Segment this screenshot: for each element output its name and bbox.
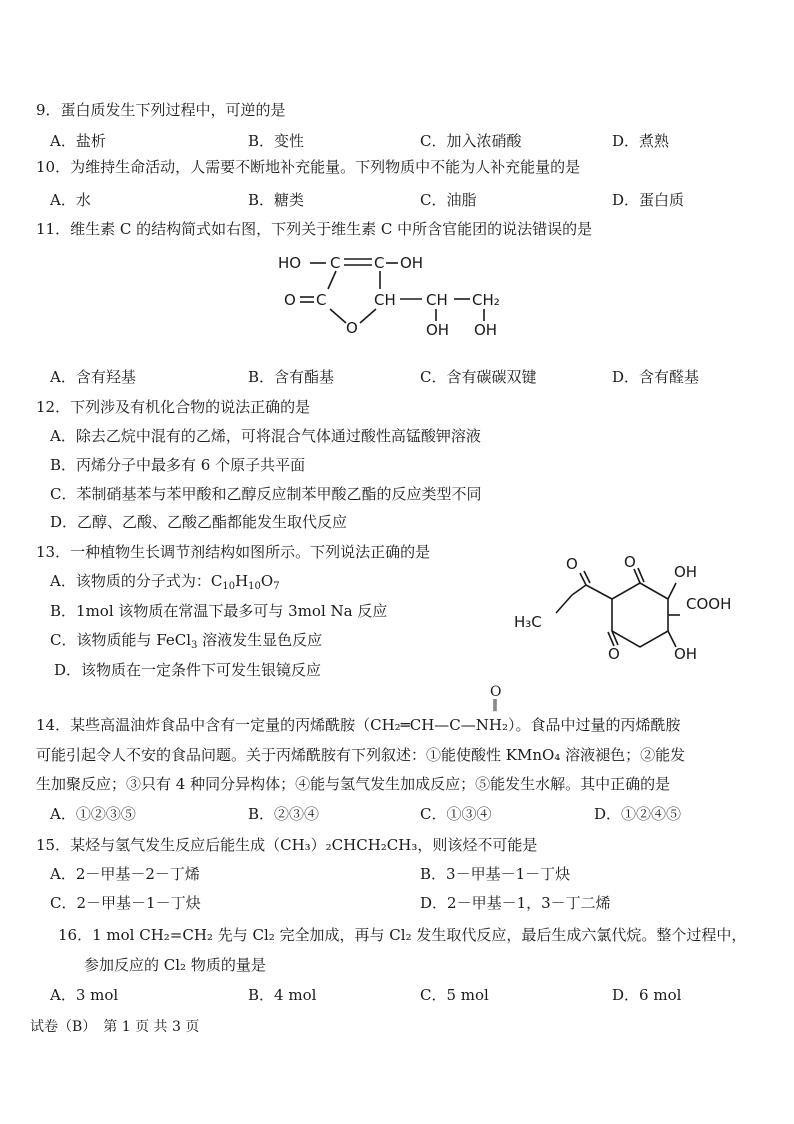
question-16-stem-line1: 16．1 mol CH₂=CH₂ 先与 Cl₂ 完全加成，再与 Cl₂ 发生取代反应，最后生成六氯代烷。整个过程中， <box>58 926 747 944</box>
label-oh-bottom: OH <box>674 645 698 663</box>
question-14-stem-line1: 14．某些高温油炸食品中含有一定量的丙烯酰胺（CH₂═CH—C—NH₂）。食品中过量的丙烯酰胺 <box>36 716 681 734</box>
label-cooh: COOH <box>686 595 732 613</box>
question-number: 13． <box>36 543 71 561</box>
q15-option-d: D．2－甲基－1，3－丁二烯 <box>420 894 611 912</box>
question-14-stem-line2: 可能引起令人不安的食品问题。关于丙烯酰胺有下列叙述：①能使酸性 KMnO₄ 溶液褪色；②能发 <box>36 746 686 764</box>
q11-option-a: A．含有羟基 <box>50 368 136 386</box>
vitamin-c-structure <box>270 245 530 345</box>
question-number: 10． <box>36 158 71 176</box>
q10-option-a: A．水 <box>50 191 91 209</box>
question-text: 某烃与氢气发生反应后能生成（CH₃）₂CHCH₂CH₃，则该烃不可能是 <box>70 836 538 854</box>
label-h3c: H₃C <box>514 613 542 631</box>
q16-option-b: B．4 mol <box>248 986 317 1004</box>
question-13-stem <box>36 541 430 562</box>
q9-option-d: D．煮熟 <box>612 132 670 150</box>
label-ho: HO <box>278 254 302 272</box>
label-c3: C <box>316 291 327 309</box>
question-text: 蛋白质发生下列过程中，可逆的是 <box>60 101 286 119</box>
question-10-stem <box>36 156 580 177</box>
label-o-carbonyl: O <box>284 291 296 309</box>
q13-option-c: C．该物质能与 FeCl$_3$ 溶液发生显色反应 <box>50 631 323 651</box>
label-ch2: CH <box>426 291 448 309</box>
q11-option-b: B．含有酯基 <box>248 368 335 386</box>
question-number: 14． <box>36 716 71 734</box>
question-text: 一种植物生长调节剂结构如图所示。下列说法正确的是 <box>70 543 431 561</box>
q12-option-c: C．苯制硝基苯与苯甲酸和乙醇反应制苯甲酸乙酯的反应类型不同 <box>50 485 482 503</box>
question-number: 15． <box>36 836 71 854</box>
label-ch2-end: CH₂ <box>472 291 500 309</box>
label-o-ketone: O <box>566 555 578 573</box>
question-number: 16． <box>58 926 93 944</box>
label-oh3: OH <box>474 321 498 339</box>
q16-option-d: D．6 mol <box>612 986 682 1004</box>
question-16-stem-line2: 参加反应的 Cl₂ 物质的量是 <box>84 956 266 974</box>
label-c2: C <box>374 254 385 272</box>
label-ch1: CH <box>374 291 396 309</box>
q14-option-d: D．①②④⑤ <box>594 805 682 823</box>
label-o-ring-top: O <box>624 555 636 571</box>
question-14-stem-line3: 生加聚反应；③只有 4 种同分异构体；④能与氢气发生加成反应；⑤能发生水解。其中正确的是 <box>36 775 671 793</box>
q12-option-d: D．乙醇、乙酸、乙酸乙酯都能发生取代反应 <box>50 513 348 531</box>
question-15-stem <box>36 834 537 855</box>
q12-option-b: B．丙烯分子中最多有 6 个原子共平面 <box>50 456 306 474</box>
question-text: 下列涉及有机化合物的说法正确的是 <box>70 398 311 416</box>
q14-option-a: A．①②③⑤ <box>50 805 136 823</box>
label-oh-top: OH <box>674 563 698 581</box>
q9-option-c: C．加入浓硝酸 <box>420 132 522 150</box>
q10-option-b: B．糖类 <box>248 191 305 209</box>
q9-option-b: B．变性 <box>248 132 305 150</box>
q11-option-d: D．含有醛基 <box>612 368 700 386</box>
q15-option-a: A．2－甲基－2－丁烯 <box>50 865 200 883</box>
plant-regulator-structure <box>510 555 750 665</box>
q13-option-a: A．该物质的分子式为：$C_{10}H_{10}O_7$ <box>50 572 280 592</box>
question-text: 维生素 C 的结构简式如右图，下列关于维生素 C 中所含官能团的说法错误的是 <box>70 220 593 238</box>
question-number: 12． <box>36 398 71 416</box>
q12-option-a: A．除去乙烷中混有的乙烯，可将混合气体通过酸性高锰酸钾溶液 <box>50 427 481 445</box>
q16-option-a: A．3 mol <box>50 986 119 1004</box>
question-11-stem <box>36 218 592 239</box>
acrylamide-double-bond: ‖ <box>492 697 498 711</box>
label-oh2: OH <box>426 321 450 339</box>
q15-option-c: C．2－甲基－1－丁炔 <box>50 894 201 912</box>
label-o-ring-bottom: O <box>608 645 620 663</box>
label-oh1: OH <box>400 254 424 272</box>
question-text: 为维持生命活动，人需要不断地补充能量。下列物质中不能为人补充能量的是 <box>70 158 581 176</box>
acrylamide-formula: CH₂═CH—C—NH₂ <box>370 716 508 734</box>
q10-option-d: D．蛋白质 <box>612 191 685 209</box>
q15-option-b: B．3－甲基－1－丁炔 <box>420 865 571 883</box>
question-12-stem <box>36 396 310 417</box>
question-number: 9． <box>36 101 61 119</box>
q11-option-c: C．含有碳碳双键 <box>420 368 537 386</box>
q10-option-c: C．油脂 <box>420 191 477 209</box>
q16-option-c: C．5 mol <box>420 986 489 1004</box>
acrylamide-carbonyl-o: O <box>490 684 502 700</box>
page-footer: 试卷（B） 第 1 页 共 3 页 <box>30 1019 200 1035</box>
q14-option-b: B．②③④ <box>248 805 320 823</box>
label-o-ring: O <box>346 319 358 337</box>
q13-option-d: D．该物质在一定条件下可发生银镜反应 <box>54 661 322 679</box>
q9-option-a: A．盐析 <box>50 132 106 150</box>
question-9-stem <box>36 99 286 120</box>
question-number: 11． <box>36 220 71 238</box>
label-c1: C <box>330 254 341 272</box>
q14-option-c: C．①③④ <box>420 805 492 823</box>
q13-option-b: B．1mol 该物质在常温下最多可与 3mol Na 反应 <box>50 602 388 620</box>
